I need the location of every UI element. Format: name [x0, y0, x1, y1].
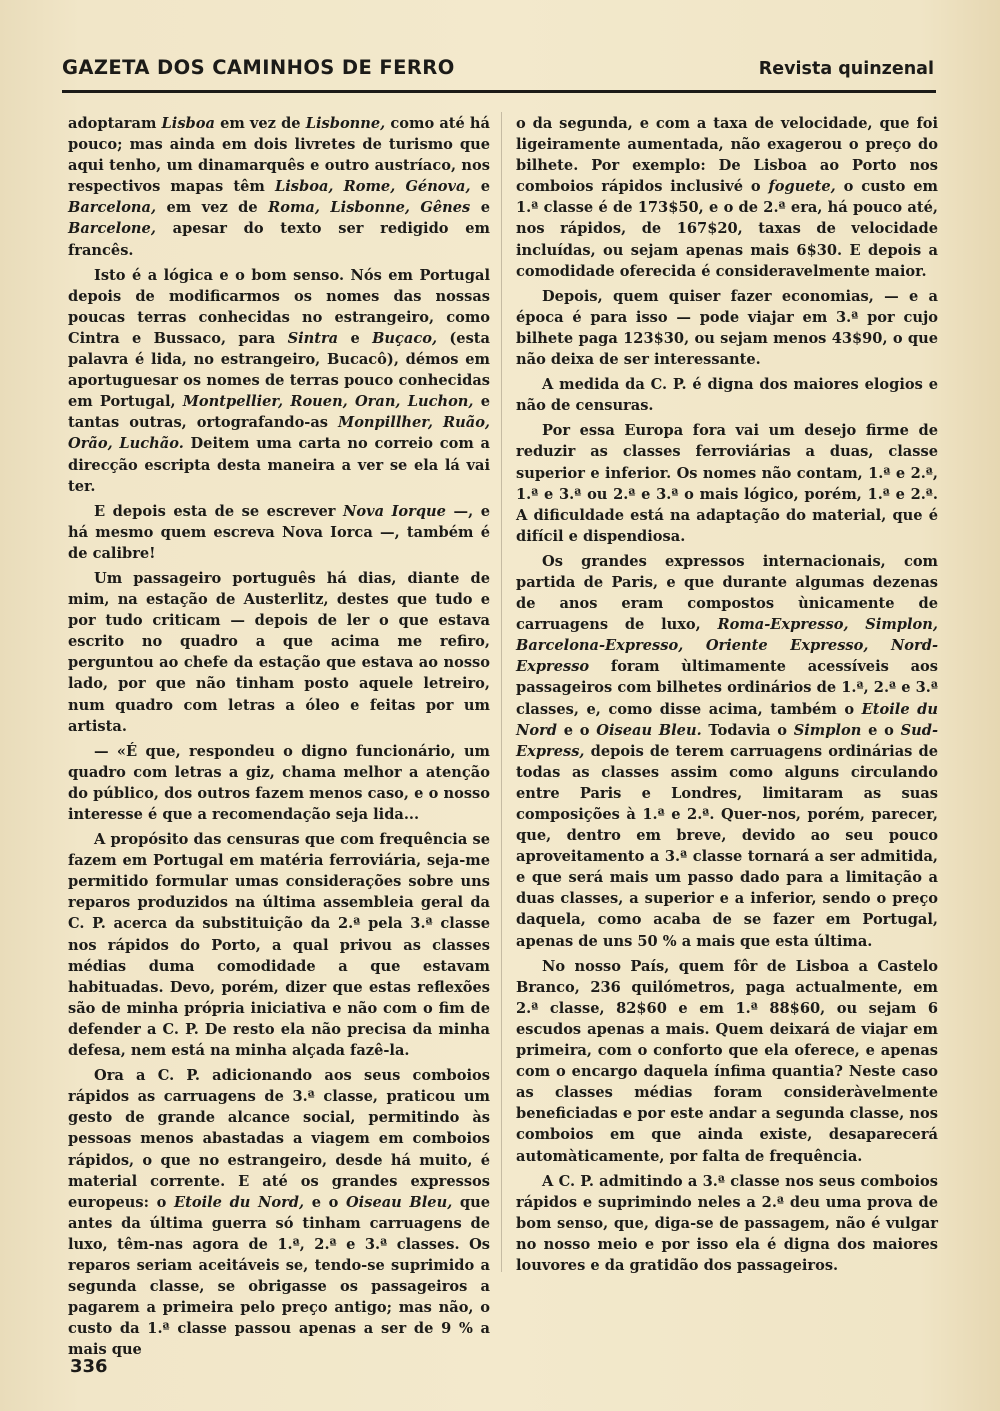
paragraph: Por essa Europa fora vai um desejo firme de reduzir as classes ferroviárias a duas, classe superior e inferior. Os nomes não contam, 1.ª e 2.ª, 1.ª e 3.ª ou 2.ª e 3.ª o mais lógico, porém, 1.ª e 2.ª. A dificuldade está na adaptação do material, que é difícil e dispendiosa.: [516, 422, 938, 545]
italic-term: Nova Iorque: [343, 502, 446, 520]
right-column: [516, 113, 938, 1280]
paragraph: Os grandes expressos internacionais, com partida de Paris, e que durante algumas dezenas de anos eram compostos ùnicamente de carruagens de luxo, Roma-Expresso, Simplon, Barcelona-Expresso, Oriente Expresso, Nord-Expresso foram ùltimamente acessíveis aos passageiros com bilhetes ordinários de 1.ª, 2.ª e 3.ª classes, e, como disse acima, também o Etoile du Nord e o Oiseau Bleu. Todavia o Simplon e o Sud-Express, depois de terem carruagens ordinárias de todas as classes assim como alguns circulando entre Paris e Londres, limitaram as suas composições à 1.ª e 2.ª. Quer-nos, porém, parecer, que, dentro em breve, devido ao seu pouco aproveitamento a 3.ª classe tornará a ser admitida, e que será mais um passo dado para a limitação a duas classes, a superior e a inferior, sendo o preço daquela, como acaba de se fazer em Portugal, apenas de uns 50 % a mais que esta última.: [516, 552, 939, 950]
page-number: 336: [70, 1356, 108, 1377]
italic-term: Buçaco,: [372, 329, 438, 347]
italic-term: Barcelona,: [68, 199, 157, 217]
italic-term: Roma-Expresso, Simplon, Barcelona-Expresso, Oriente Expresso, Nord-Expresso: [516, 616, 938, 676]
italic-term: Lisbonne,: [305, 115, 386, 132]
paragraph: Ora a C. P. adicionando aos seus comboios rápidos as carruagens de 3.ª classe, praticou um gesto de grande alcance social, permitindo às pessoas menos abastadas a viagem em comboios rápidos, o que no estrangeiro, desde há muito, é material corrente. E até os grandes expressos europeus: o Etoile du Nord, e o Oiseau Bleu, que antes da última guerra só tinham carruagens de luxo, têm-nas agora de 1.ª, 2.ª e 3.ª classes. Os reparos seriam aceitáveis se, tendo-se suprimido a segunda classe, se obrigasse os passageiros a pagarem a primeira pelo preço antigo; mas não, o custo da 1.ª classe passou apenas a ser de 9 % a mais que: [68, 1067, 491, 1359]
italic-term: Monpillher, Ruão, Orão, Luchão.: [68, 414, 491, 453]
paragraph: Um passageiro português há dias, diante de mim, na estação de Austerlitz, destes que tudo e por tudo criticam — depois de ler o que estava escrito no quadro a que acima me refiro, perguntou ao chefe da estação que estava ao nosso lado, por que não tinham posto aquele letreiro, num quadro com letras a óleo e feitas por um artista.: [68, 569, 490, 735]
left-column: [68, 113, 490, 1364]
italic-term: Lisboa: [161, 115, 215, 132]
paragraph: E depois esta de se escrever Nova Iorque —, e há mesmo quem escreva Nova Iorca —, também é de calibre!: [68, 502, 490, 562]
italic-term: Roma, Lisbonne, Gênes: [268, 199, 471, 217]
italic-term: Etoile du Nord: [516, 700, 938, 739]
paragraph: adoptaram Lisboa em vez de Lisbonne, como até há pouco; mas ainda em dois livretes de turismo que aqui tenho, um dinamarquês e outro austríaco, nos respectivos mapas têm Lisboa, Rome, Génova, e Barcelona, em vez de Roma, Lisbonne, Gênes e Barcelone, apesar do texto ser redigido em francês.: [68, 115, 490, 259]
italic-term: foguete,: [768, 178, 836, 196]
italic-term: Montpellier, Rouen, Oran, Luchon,: [182, 393, 474, 411]
paragraph: No nosso País, quem fôr de Lisboa a Castelo Branco, 236 quilómetros, paga actualmente, em 2.ª classe, 82$60 e em 1.ª 88$60, ou sejam 6 escudos apenas a mais. Quem deixará de viajar em primeira, com o conforto que ela oferece, e apenas com o encargo daquela ínfima quantia? Neste caso as classes médias foram consideràvelmente beneficiadas e por este andar a segunda classe, nos comboios em que ainda existe, desaparecerá automàticamente, por falta de frequência.: [516, 957, 938, 1165]
paragraph: A medida da C. P. é digna dos maiores elogios e não de censuras.: [516, 376, 938, 415]
paragraph: A C. P. admitindo a 3.ª classe nos seus comboios rápidos e suprimindo neles a 2.ª deu uma prova de bom senso, que, diga-se de passagem, não é vulgar no nosso meio e por isso ela é digna dos maiores louvores e da gratidão dos passageiros.: [516, 1172, 938, 1274]
italic-term: Oiseau Bleu,: [345, 1193, 453, 1211]
italic-term: Sud-Express,: [516, 721, 939, 760]
paragraph: Depois, quem quiser fazer economias, — e a época é para isso — pode viajar em 3.ª por cujo bilhete paga 123$30, ou sejam menos 43$90, o que não deixa de ser interessante.: [516, 287, 938, 369]
paragraph: Isto é a lógica e o bom senso. Nós em Portugal depois de modificarmos os nomes das nossas poucas terras conhecidas no estrangeiro, como Cintra e Bussaco, para Sintra e Buçaco, (esta palavra é lida, no estrangeiro, Bucacô), démos em aportuguesar os nomes de terras pouco conhecidas em Portugal, Montpellier, Rouen, Oran, Luchon, e tantas outras, ortografando-as Monpillher, Ruão, Orão, Luchão. Deitem uma carta no correio com a direcção escripta desta maneira a ver se ela lá vai ter.: [68, 266, 491, 495]
italic-term: Etoile du Nord,: [174, 1193, 305, 1211]
italic-term: Lisboa, Rome, Génova,: [274, 178, 471, 196]
italic-term: Sintra: [287, 329, 339, 347]
paragraph: — «É que, respondeu o digno funcionário, um quadro com letras a giz, chama melhor a atenção do público, dos outros fazem menos caso, e o nosso interesse é que a recomendação seja lida...: [68, 742, 490, 823]
italic-term: Barcelone,: [68, 220, 156, 238]
publication-frequency: Revista quinzenal: [758, 59, 934, 79]
journal-title: GAZETA DOS CAMINHOS DE FERRO: [62, 56, 455, 79]
paragraph: A propósito das censuras que com frequência se fazem em Portugal em matéria ferroviária, seja-me permitido formular umas considerações sobre uns reparos produzidos na última assembleia geral da C. P. acerca da substituição da 2.ª pela 3.ª classe nos rápidos do Porto, a qual privou as classes médias duma comodidade a que estavam habituadas. Devo, porém, dizer que estas reflexões são de minha própria iniciativa e não com o fim de defender a C. P. De resto ela não precisa da minha defesa, nem está na minha alçada fazê-la.: [68, 831, 490, 1060]
column-divider: [501, 112, 502, 1272]
italic-term: Oiseau Bleu.: [596, 721, 702, 739]
running-header: [62, 56, 934, 86]
italic-term: Simplon: [793, 721, 862, 739]
paragraph: o da segunda, e com a taxa de velocidade, que foi ligeiramente aumentada, não exagerou o preço do bilhete. Por exemplo: De Lisboa ao Porto nos comboios rápidos inclusivé o foguete, o custo em 1.ª classe é de 173$50, e o de 2.ª era, há pouco até, nos rápidos, de 167$20, taxas de velocidade incluídas, ou sejam apenas mais 6$30. E depois a comodidade oferecida é consideravelmente maior.: [516, 115, 938, 280]
header-rule: [62, 90, 936, 93]
